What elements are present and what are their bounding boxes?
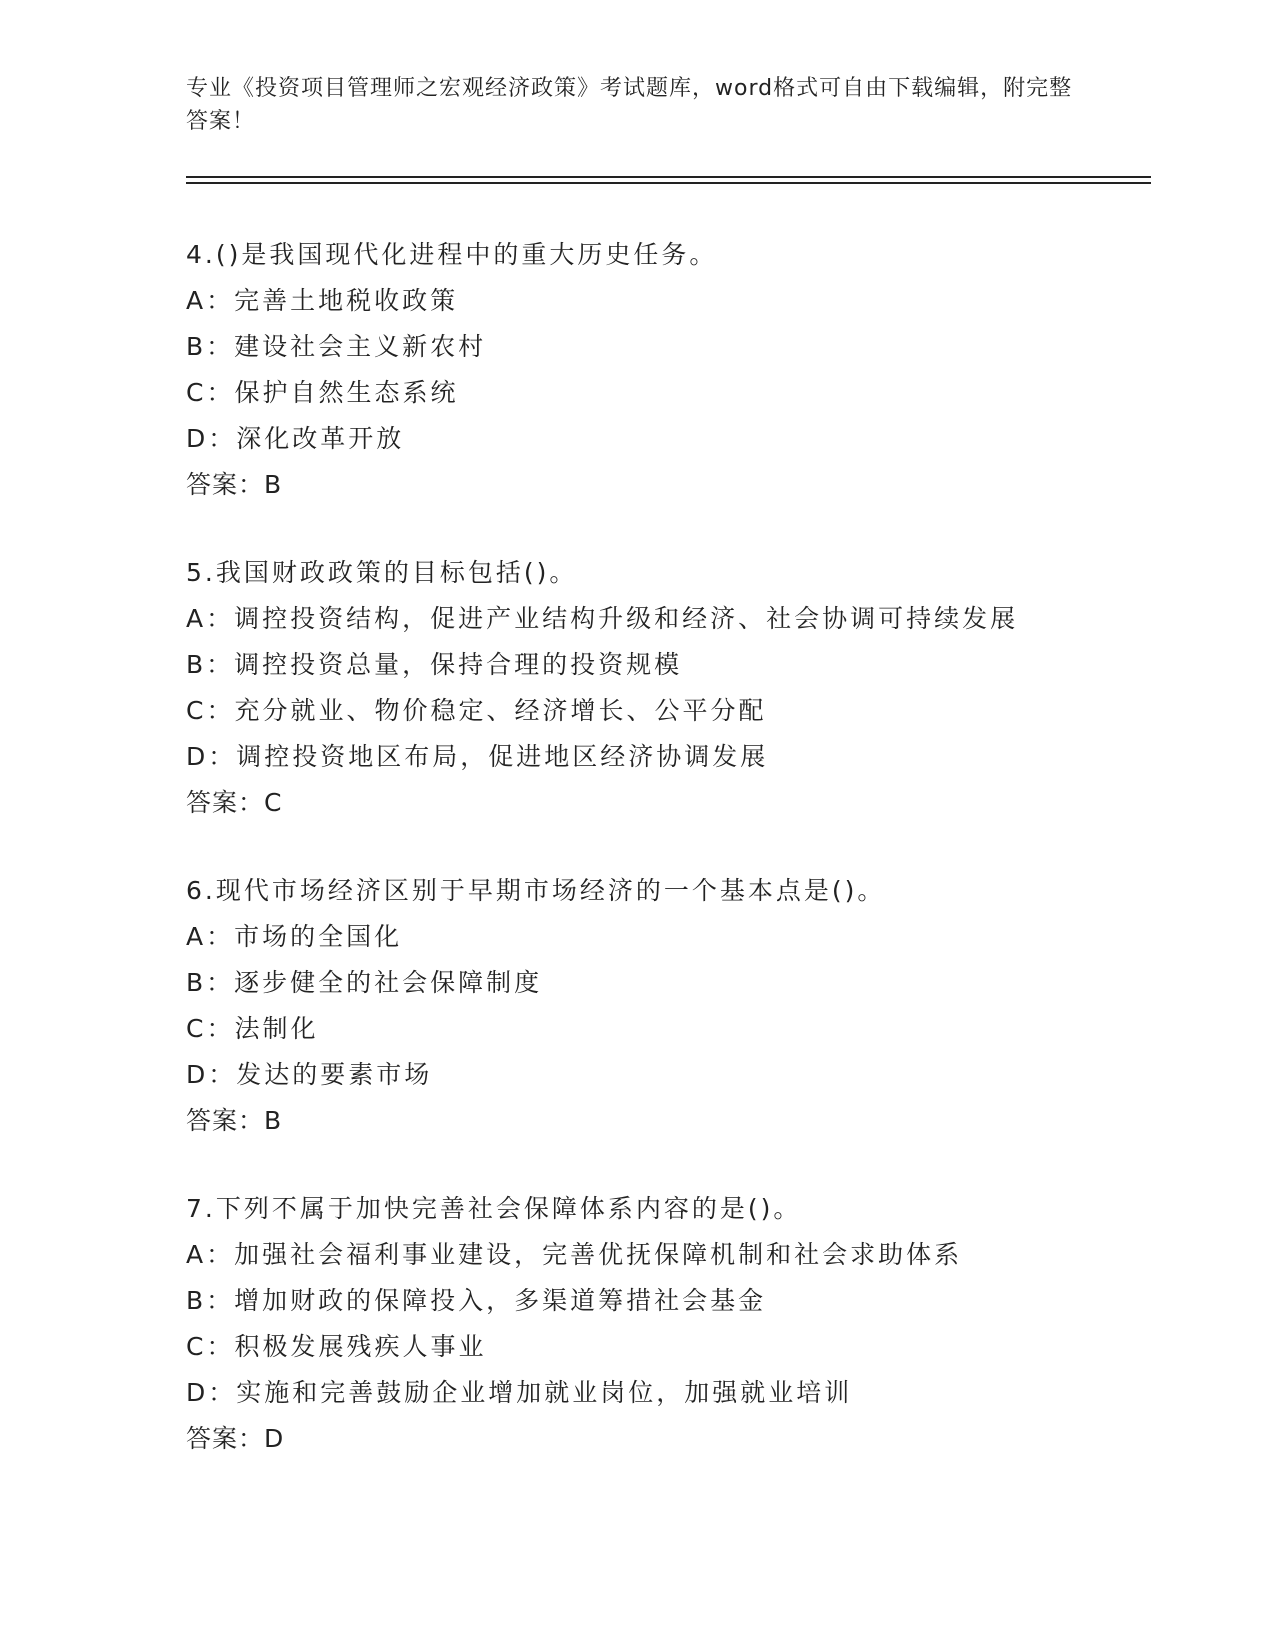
option-d: D：实施和完善鼓励企业增加就业岗位，加强就业培训 [186,1378,853,1407]
question-stem: 6.现代市场经济区别于早期市场经济的一个基本点是()。 [186,876,886,905]
option-a: A：调控投资结构，促进产业结构升级和经济、社会协调可持续发展 [186,604,1019,633]
option-c: C：法制化 [186,1014,319,1043]
question-stem: 7.下列不属于加快完善社会保障体系内容的是()。 [186,1194,802,1223]
option-d: D：发达的要素市场 [186,1060,433,1089]
question-list [186,232,1146,1504]
header-divider-bottom [186,182,1151,184]
option-b: B：调控投资总量，保持合理的投资规模 [186,650,683,679]
option-c: C：积极发展残疾人事业 [186,1332,487,1361]
question-7 [186,1186,1146,1462]
question-stem: 5.我国财政政策的目标包括()。 [186,558,578,587]
option-c: C：保护自然生态系统 [186,378,459,407]
option-d: D：调控投资地区布局，促进地区经济协调发展 [186,742,769,771]
option-b: B：建设社会主义新农村 [186,332,487,361]
option-d: D：深化改革开放 [186,424,405,453]
answer-line: 答案：D [186,1424,285,1453]
answer-line: 答案：C [186,788,283,817]
document-header: 专业《投资项目管理师之宏观经济政策》考试题库，word格式可自由下载编辑，附完整答案！ [186,76,1073,134]
option-a: A：市场的全国化 [186,922,403,951]
option-b: B：逐步健全的社会保障制度 [186,968,543,997]
answer-line: 答案：B [186,1106,283,1135]
question-5 [186,550,1146,826]
option-a: A：加强社会福利事业建设，完善优抚保障机制和社会求助体系 [186,1240,963,1269]
option-b: B：增加财政的保障投入，多渠道筹措社会基金 [186,1286,767,1315]
answer-line: 答案：B [186,470,283,499]
option-a: A：完善土地税收政策 [186,286,459,315]
header-divider-top [186,176,1151,178]
question-4 [186,232,1146,508]
question-stem: 4.()是我国现代化进程中的重大历史任务。 [186,240,718,269]
option-c: C：充分就业、物价稳定、经济增长、公平分配 [186,696,767,725]
question-6 [186,868,1146,1144]
